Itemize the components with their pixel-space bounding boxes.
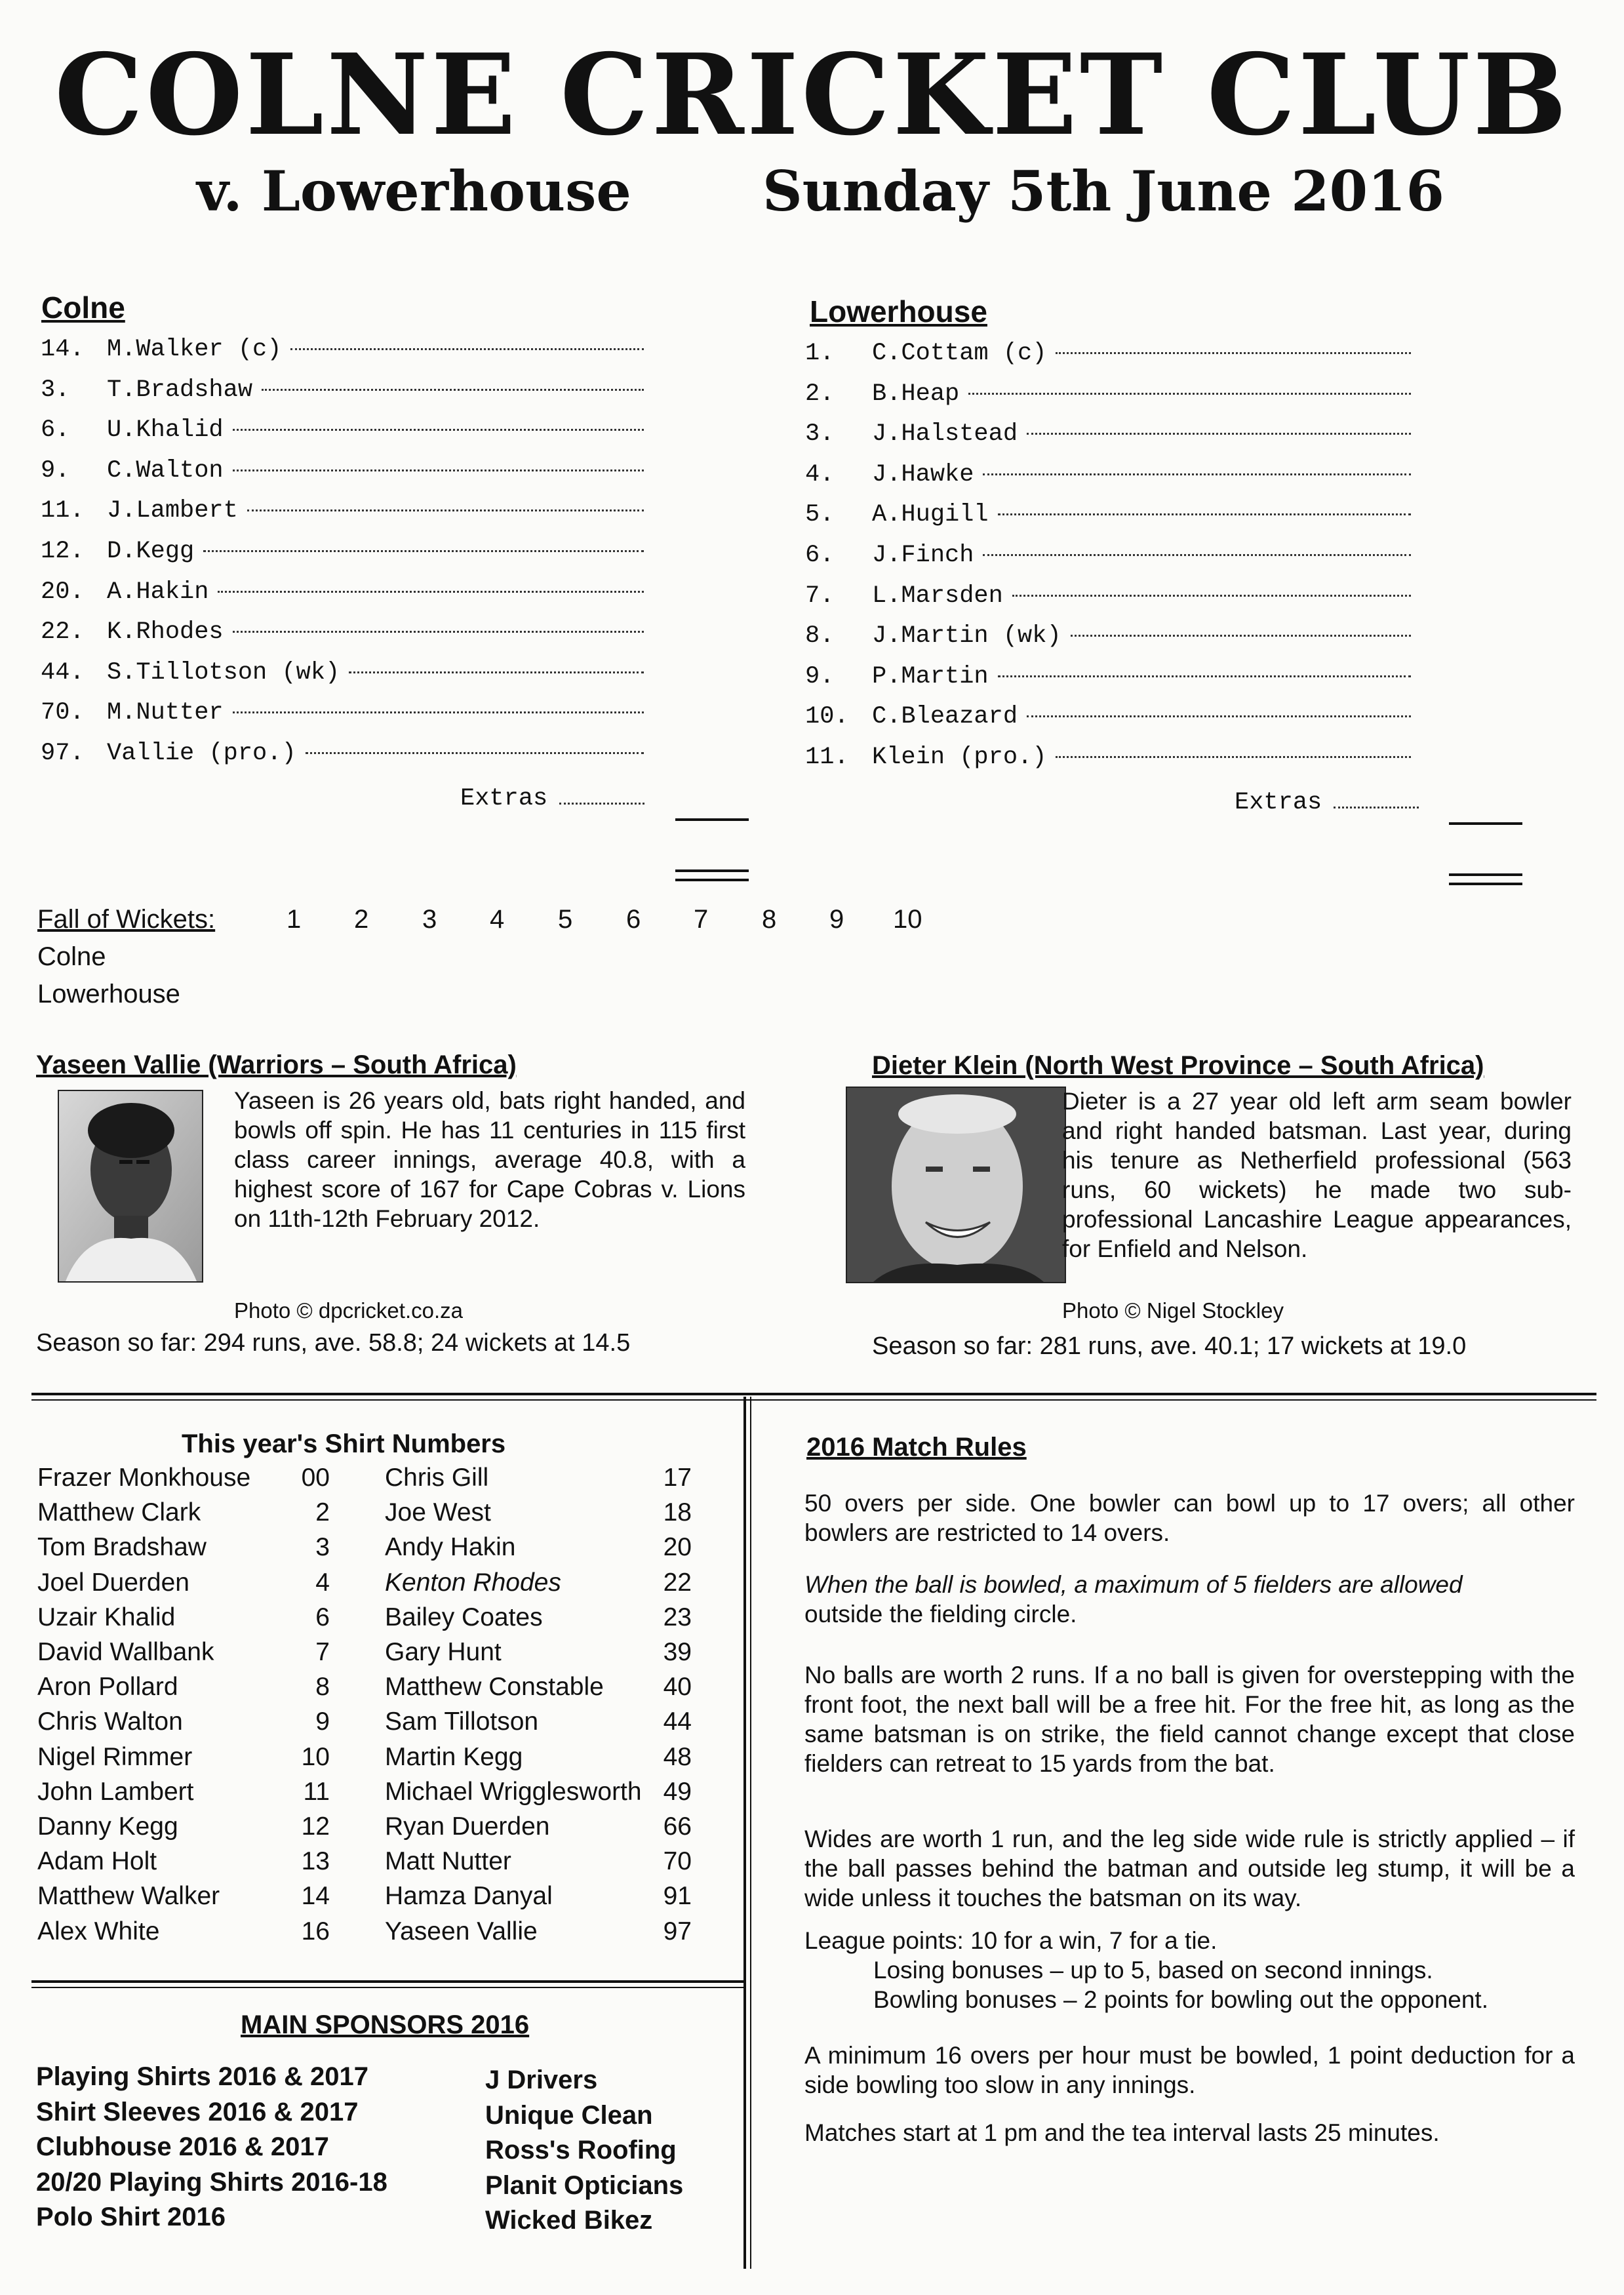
lowerhouse-score-dots[interactable]	[998, 513, 1411, 515]
klein-season-stats: Season so far: 281 runs, ave. 40.1; 17 wickets at 19.0	[872, 1332, 1467, 1360]
sponsor-item: Clubhouse 2016 & 2017	[36, 2132, 329, 2161]
shirt-number: 40	[663, 1673, 692, 1702]
shirt-number: 2	[315, 1498, 330, 1527]
klein-photo-credit: Photo © Nigel Stockley	[1062, 1298, 1284, 1323]
fow-number: 7	[694, 905, 709, 934]
shirt-number: 12	[301, 1812, 330, 1841]
shirt-number: 00	[301, 1464, 330, 1492]
lowerhouse-player-name: Klein (pro.)	[872, 744, 1047, 771]
colne-player-number: 3.	[41, 376, 70, 404]
colne-player-name: M.Walker (c)	[107, 336, 282, 363]
colne-score-dots[interactable]	[247, 509, 644, 511]
shirt-player-name: Matthew Constable	[385, 1673, 604, 1702]
shirt-number: 9	[315, 1707, 330, 1736]
lowerhouse-score-dots[interactable]	[1027, 715, 1411, 717]
shirt-player-name: Michael Wrigglesworth	[385, 1777, 642, 1806]
colne-player-number: 9.	[41, 456, 70, 485]
lowerhouse-score-dots[interactable]	[983, 554, 1411, 556]
colne-player-name: U.Khalid	[107, 416, 224, 445]
lowerhouse-score-dots[interactable]	[1071, 635, 1411, 637]
klein-bio-text: Dieter is a 27 year old left arm seam bowler and right handed batsman. Last year, during his tenure as Netherfield professional (563 runs, 60 wickets) he made two sub-professional Lancashire League appearances, for Enfield and Nelson.	[1062, 1088, 1572, 1262]
colne-total-line-1	[675, 869, 749, 872]
sponsor-item: Polo Shirt 2016	[36, 2203, 226, 2231]
colne-player-row	[41, 416, 644, 444]
lowerhouse-player-number: 11.	[805, 744, 849, 771]
rule-fielders	[804, 1570, 1575, 1629]
rule-over-rate: A minimum 16 overs per hour must be bowled, 1 point deduction for a side bowling too slow in any innings.	[804, 2042, 1575, 2098]
fow-number: 9	[829, 905, 844, 934]
lowerhouse-score-dots[interactable]	[1012, 595, 1411, 597]
lowerhouse-player-row	[805, 461, 1411, 489]
lowerhouse-player-number: 6.	[805, 542, 835, 569]
lowerhouse-player-row	[805, 542, 1411, 569]
lowerhouse-total-line-1	[1449, 873, 1522, 876]
colne-player-name: J.Lambert	[107, 497, 238, 525]
fow-number: 2	[354, 905, 369, 934]
colne-player-name: Vallie (pro.)	[107, 740, 296, 767]
colne-player-row	[41, 538, 644, 565]
colne-extras-dots	[559, 803, 644, 805]
shirt-player-name: Joel Duerden	[37, 1568, 189, 1597]
shirt-player-name: Joe West	[385, 1498, 491, 1527]
rule-league-points	[804, 1926, 1575, 2014]
sponsor-name: Planit Opticians	[485, 2170, 684, 2200]
sponsors-title: MAIN SPONSORS 2016	[241, 2010, 530, 2039]
fow-number: 3	[422, 905, 437, 934]
colne-score-dots[interactable]	[349, 671, 644, 673]
shirt-player-name: Kenton Rhodes	[385, 1568, 561, 1597]
colne-player-row	[41, 699, 644, 727]
shirt-player-name: Frazer Monkhouse	[37, 1464, 251, 1492]
lowerhouse-player-number: 3.	[805, 420, 835, 449]
sponsor-item: Playing Shirts 2016 & 2017	[36, 2062, 368, 2091]
lowerhouse-player-number: 2.	[805, 380, 835, 408]
shirt-player-name: Adam Holt	[37, 1847, 157, 1876]
shirt-player-name: Gary Hunt	[385, 1638, 502, 1666]
klein-photo	[846, 1087, 1066, 1283]
match-date: Sunday 5th June 2016	[762, 159, 1444, 224]
sponsor-item: 20/20 Playing Shirts 2016-18	[36, 2167, 387, 2197]
shirt-player-name: Matt Nutter	[385, 1847, 511, 1876]
shirt-number: 70	[663, 1847, 692, 1876]
colne-player-number: 6.	[41, 416, 70, 445]
rule-points-win: League points: 10 for a win, 7 for a tie.	[804, 1927, 1218, 1954]
vallie-bio-heading: Yaseen Vallie (Warriors – South Africa)	[36, 1050, 517, 1079]
colne-score-dots[interactable]	[233, 469, 644, 471]
lowerhouse-total-line-2	[1449, 883, 1522, 885]
fall-of-wickets-label: Fall of Wickets:	[37, 905, 216, 934]
colne-player-number: 22.	[41, 618, 85, 647]
shirt-number: 49	[663, 1777, 692, 1806]
shirt-box-bottom-thin	[31, 1987, 745, 1988]
shirt-player-name: Ryan Duerden	[385, 1812, 550, 1841]
lowerhouse-player-name: P.Martin	[872, 662, 989, 690]
fow-number: 6	[626, 905, 641, 934]
lowerhouse-player-row	[805, 420, 1411, 448]
colne-score-dots[interactable]	[262, 389, 644, 391]
section-rule-top	[31, 1393, 1596, 1395]
sponsor-item: Shirt Sleeves 2016 & 2017	[36, 2097, 359, 2126]
shirt-number: 8	[315, 1673, 330, 1702]
shirt-number: 48	[663, 1742, 692, 1771]
lowerhouse-player-row	[805, 703, 1411, 730]
colne-player-row	[41, 457, 644, 485]
lowerhouse-score-dots[interactable]	[998, 675, 1411, 677]
lowerhouse-player-row	[805, 582, 1411, 610]
shirt-player-name: Yaseen Vallie	[385, 1917, 538, 1946]
shirt-numbers-title: This year's Shirt Numbers	[182, 1429, 506, 1458]
shirt-number: 23	[663, 1603, 692, 1631]
colne-extras	[460, 785, 644, 812]
colne-score-dots[interactable]	[306, 752, 644, 754]
colne-player-number: 12.	[41, 538, 85, 565]
lowerhouse-player-name: J.Hawke	[872, 460, 974, 489]
fow-number: 5	[558, 905, 573, 934]
shirt-number: 14	[301, 1882, 330, 1911]
lowerhouse-score-dots[interactable]	[1056, 352, 1411, 354]
vallie-portrait-image	[59, 1091, 202, 1281]
colne-player-number: 97.	[41, 740, 85, 767]
shirt-player-name: Hamza Danyal	[385, 1882, 553, 1911]
colne-player-name: C.Walton	[107, 456, 224, 485]
shirt-number: 16	[301, 1917, 330, 1946]
shirt-player-name: Chris Gill	[385, 1464, 489, 1492]
fow-number: 1	[287, 905, 302, 934]
colne-player-name: M.Nutter	[107, 699, 224, 727]
shirt-player-name: Uzair Khalid	[37, 1603, 176, 1631]
sponsor-name: Ross's Roofing	[485, 2136, 677, 2165]
section-rule-top-thin	[31, 1399, 1596, 1401]
colne-player-number: 44.	[41, 658, 85, 687]
club-title: COLNE CRICKET CLUB	[54, 30, 1570, 161]
colne-player-name: S.Tillotson (wk)	[107, 658, 340, 687]
fow-number: 4	[490, 905, 505, 934]
rule-losing-bonus: Losing bonuses – up to 5, based on second innings.	[873, 1957, 1433, 1984]
colne-player-name: T.Bradshaw	[107, 376, 253, 404]
colne-player-row	[41, 618, 644, 646]
shirt-number: 66	[663, 1812, 692, 1841]
shirt-box-bottom	[31, 1980, 745, 1983]
shirt-number: 97	[663, 1917, 692, 1946]
rules-title: 2016 Match Rules	[806, 1433, 1027, 1462]
lowerhouse-team-heading: Lowerhouse	[810, 294, 987, 329]
shirt-number: 3	[315, 1533, 330, 1562]
shirt-player-name: Nigel Rimmer	[37, 1742, 193, 1771]
shirt-number: 22	[663, 1568, 692, 1597]
shirt-player-name: Chris Walton	[37, 1707, 183, 1736]
lowerhouse-extras	[1235, 789, 1419, 816]
rules-body	[804, 1488, 1575, 2170]
colne-player-number: 20.	[41, 578, 85, 606]
shirt-player-name: Martin Kegg	[385, 1742, 523, 1771]
rule-no-balls: No balls are worth 2 runs. If a no ball is given for overstepping with the front foot, the next ball will be a free hit. For the free hit, as long as the same batsman is on strike, the field cannot change except that close fielders can retreat to 15 yards from the bat.	[804, 1662, 1575, 1777]
rule-fielders-italic: When the ball is bowled, a maximum of 5 fielders are allowed	[804, 1571, 1463, 1598]
shirt-number: 91	[663, 1882, 692, 1911]
colne-score-dots[interactable]	[203, 550, 644, 552]
colne-extras-label: Extras	[460, 785, 548, 812]
shirt-number: 11	[303, 1777, 330, 1806]
shirt-player-name: Tom Bradshaw	[37, 1533, 207, 1562]
colne-player-number: 14.	[41, 336, 85, 363]
shirt-player-name: Bailey Coates	[385, 1603, 543, 1631]
shirt-number: 4	[315, 1568, 330, 1597]
fow-team-lowerhouse: Lowerhouse	[37, 980, 180, 1008]
fow-team-colne: Colne	[37, 942, 106, 971]
colne-score-dots[interactable]	[290, 348, 644, 350]
vallie-season-stats: Season so far: 294 runs, ave. 58.8; 24 wickets at 14.5	[36, 1329, 631, 1357]
lowerhouse-score-dots[interactable]	[968, 393, 1411, 395]
lowerhouse-extras-line	[1449, 822, 1522, 825]
shirt-player-name: John Lambert	[37, 1777, 194, 1806]
lowerhouse-player-name: C.Bleazard	[872, 703, 1018, 731]
shirt-number: 7	[315, 1638, 330, 1666]
lowerhouse-player-name: J.Halstead	[872, 420, 1018, 449]
lowerhouse-player-row	[805, 663, 1411, 690]
vallie-bio-text: Yaseen is 26 years old, bats right handed, and bowls off spin. He has 11 centuries in 115 first class career innings, average 40.8, with a highest score of 167 for Cape Cobras v. Lions on 11th-12th February 2012.	[234, 1087, 745, 1232]
lowerhouse-player-row	[805, 340, 1411, 367]
sponsor-name: J Drivers	[485, 2066, 598, 2094]
colne-player-row	[41, 497, 644, 525]
rule-overs: 50 overs per side. One bowler can bowl up to 17 overs; all other bowlers are restricted to 14 overs.	[804, 1490, 1575, 1546]
shirt-player-name: Aron Pollard	[37, 1673, 178, 1702]
colne-player-row	[41, 740, 644, 767]
lowerhouse-player-name: C.Cottam (c)	[872, 340, 1047, 367]
shirt-number: 39	[663, 1638, 692, 1666]
colne-player-row	[41, 659, 644, 687]
shirt-number: 13	[301, 1847, 330, 1876]
lowerhouse-player-name: J.Martin (wk)	[872, 622, 1061, 650]
lowerhouse-player-row	[805, 380, 1411, 408]
colne-total-line-2	[675, 879, 749, 881]
sponsor-name: Unique Clean	[485, 2100, 653, 2130]
colne-player-name: A.Hakin	[107, 578, 209, 606]
shirt-number: 17	[663, 1464, 692, 1492]
rule-bowling-bonus: Bowling bonuses – 2 points for bowling out the opponent.	[873, 1986, 1488, 2013]
shirt-number: 20	[663, 1533, 692, 1562]
column-divider-1	[743, 1397, 746, 2269]
lowerhouse-player-number: 10.	[805, 703, 849, 731]
shirt-player-name: Matthew Walker	[37, 1882, 220, 1911]
colne-extras-line	[675, 818, 749, 821]
lowerhouse-player-number: 8.	[805, 622, 835, 650]
lowerhouse-score-dots[interactable]	[1056, 756, 1411, 758]
opponent-heading: v. Lowerhouse	[197, 159, 631, 224]
shirt-number: 10	[301, 1742, 330, 1771]
lowerhouse-player-number: 1.	[805, 340, 835, 367]
column-divider-2	[750, 1397, 751, 2269]
shirt-number: 44	[663, 1707, 692, 1736]
lowerhouse-extras-label: Extras	[1235, 789, 1322, 816]
shirt-number: 6	[315, 1603, 330, 1631]
colne-score-dots[interactable]	[233, 631, 644, 633]
rule-start-time: Matches start at 1 pm and the tea interval lasts 25 minutes.	[804, 2119, 1440, 2146]
lowerhouse-player-row	[805, 501, 1411, 529]
colne-player-name: K.Rhodes	[107, 618, 224, 647]
colne-player-row	[41, 578, 644, 606]
colne-player-number: 11.	[41, 497, 85, 525]
lowerhouse-player-name: J.Finch	[872, 542, 974, 569]
colne-player-row	[41, 336, 644, 363]
lowerhouse-player-name: B.Heap	[872, 380, 960, 408]
colne-player-number: 70.	[41, 699, 85, 727]
lowerhouse-player-row	[805, 622, 1411, 650]
colne-team-heading: Colne	[41, 290, 125, 325]
lowerhouse-player-row	[805, 744, 1411, 771]
lowerhouse-extras-dots	[1334, 807, 1419, 808]
lowerhouse-player-name: A.Hugill	[872, 501, 989, 529]
colne-score-dots[interactable]	[233, 429, 644, 431]
lowerhouse-player-number: 4.	[805, 460, 835, 489]
shirt-player-name: Matthew Clark	[37, 1498, 201, 1527]
lowerhouse-player-number: 5.	[805, 501, 835, 529]
rule-fielders-rest: outside the fielding circle.	[804, 1601, 1077, 1627]
klein-portrait-image	[847, 1088, 1065, 1282]
fow-number: 8	[762, 905, 777, 934]
sponsor-name: Wicked Bikez	[485, 2206, 653, 2235]
fow-number: 10	[893, 905, 922, 934]
lowerhouse-player-name: L.Marsden	[872, 582, 1003, 610]
vallie-photo	[58, 1090, 203, 1283]
lowerhouse-score-dots[interactable]	[983, 473, 1411, 475]
vallie-photo-credit: Photo © dpcricket.co.za	[234, 1298, 463, 1323]
shirt-player-name: David Wallbank	[37, 1638, 214, 1666]
shirt-player-name: Danny Kegg	[37, 1812, 178, 1841]
shirt-player-name: Sam Tillotson	[385, 1707, 539, 1736]
colne-score-dots[interactable]	[233, 711, 644, 713]
lowerhouse-player-number: 9.	[805, 662, 835, 690]
rule-wides: Wides are worth 1 run, and the leg side wide rule is strictly applied – if the ball passes behind the batman and outside leg stump, it will be a wide unless it touches the batsman on its way.	[804, 1826, 1575, 1911]
colne-score-dots[interactable]	[218, 591, 644, 593]
klein-bio-heading: Dieter Klein (North West Province – South Africa)	[872, 1051, 1484, 1080]
lowerhouse-score-dots[interactable]	[1027, 433, 1411, 435]
colne-player-name: D.Kegg	[107, 538, 195, 565]
shirt-player-name: Andy Hakin	[385, 1533, 516, 1562]
shirt-player-name: Alex White	[37, 1917, 160, 1946]
colne-player-row	[41, 376, 644, 404]
lowerhouse-player-number: 7.	[805, 582, 835, 610]
shirt-number: 18	[663, 1498, 692, 1527]
